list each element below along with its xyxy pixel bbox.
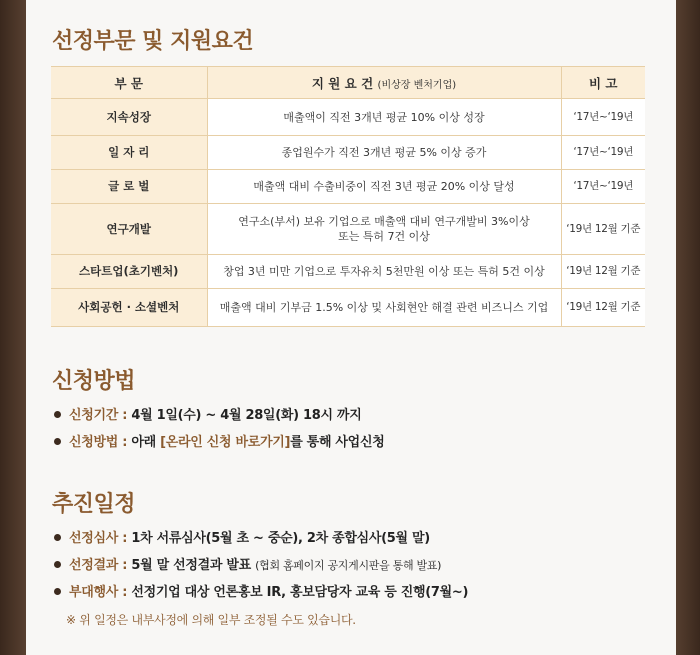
list-item [54,429,384,456]
requirements-table [51,66,645,327]
row-requirement: 매출액이 직전 3개년 평균 10% 이상 성장 [207,99,561,136]
row-category: 일 자 리 [51,136,207,170]
row-category: 스타트업(초기벤처) [51,255,207,289]
item-text: 아래 [127,435,161,450]
item-label: 선정결과 : [69,558,128,573]
bullet-icon [54,411,61,418]
row-note: ‘19년 12월 기준 [561,255,645,289]
list-item [54,525,468,552]
bullet-icon [54,588,61,595]
header-note: 비 고 [561,67,645,99]
item-text: 4월 1일(수) ~ 4월 28일(화) 18시 까지 [127,408,362,423]
row-category: 연구개발 [51,204,207,255]
row-requirement: 매출액 대비 기부금 1.5% 이상 및 사회현안 해결 관련 비즈니스 기업 [207,289,561,327]
table-row [51,170,645,204]
list-item [54,402,384,429]
row-requirement: 매출액 대비 수출비중이 직전 3년 평균 20% 이상 달성 [207,170,561,204]
table-header-row [51,67,645,99]
row-category: 지속성장 [51,99,207,136]
online-apply-link[interactable]: [온라인 신청 바로가기] [160,435,291,450]
schedule-section-title: 추진일정 [52,492,136,517]
header-requirement: 지 원 요 건 (비상장 벤처기업) [207,67,561,99]
application-section-title: 신청방법 [52,369,136,394]
row-requirement-line1: 연구소(부서) 보유 기업으로 매출액 대비 연구개발비 3%이상 [238,215,530,228]
row-note: ‘17년~‘19년 [561,136,645,170]
list-item [54,579,468,606]
row-note: ‘17년~‘19년 [561,99,645,136]
selection-section-title: 선정부문 및 지원요건 [52,29,254,54]
row-note: ‘17년~‘19년 [561,170,645,204]
schedule-list [54,525,468,606]
row-requirement [207,204,561,255]
row-requirement: 창업 3년 미만 기업으로 투자유치 5천만원 이상 또는 특허 5건 이상 [207,255,561,289]
list-item [54,552,468,579]
content-panel [26,0,676,655]
item-label: 선정심사 : [69,531,128,546]
item-label: 부대행사 : [69,585,128,600]
table-row [51,204,645,255]
item-text: 5월 말 선정결과 발표 [127,558,256,573]
row-note: ‘19년 12월 기준 [561,289,645,327]
item-text: 1차 서류심사(5월 초 ~ 중순), 2차 종합심사(5월 말) [127,531,430,546]
row-note: ‘19년 12월 기준 [561,204,645,255]
schedule-note: ※ 위 일정은 내부사정에 의해 일부 조정될 수도 있습니다. [66,613,356,627]
header-category: 부 문 [51,67,207,99]
table-row [51,289,645,327]
table-row [51,255,645,289]
item-label: 신청방법 : [69,435,128,450]
row-category: 사회공헌 · 소셜벤처 [51,289,207,327]
item-label: 신청기간 : [69,408,128,423]
table-row [51,136,645,170]
row-category: 글 로 벌 [51,170,207,204]
bullet-icon [54,534,61,541]
item-text: 를 통해 사업신청 [290,435,385,450]
application-list [54,402,384,456]
bullet-icon [54,438,61,445]
row-requirement-line2: 또는 특허 7건 이상 [338,230,430,243]
item-text: 선정기업 대상 언론홍보 IR, 홍보담당자 교육 등 진행(7월~) [127,585,469,600]
row-requirement: 종업원수가 직전 3개년 평균 5% 이상 증가 [207,136,561,170]
item-subtext: (협회 홈페이지 공지게시판을 통해 발표) [255,559,442,572]
bullet-icon [54,561,61,568]
table-row [51,99,645,136]
